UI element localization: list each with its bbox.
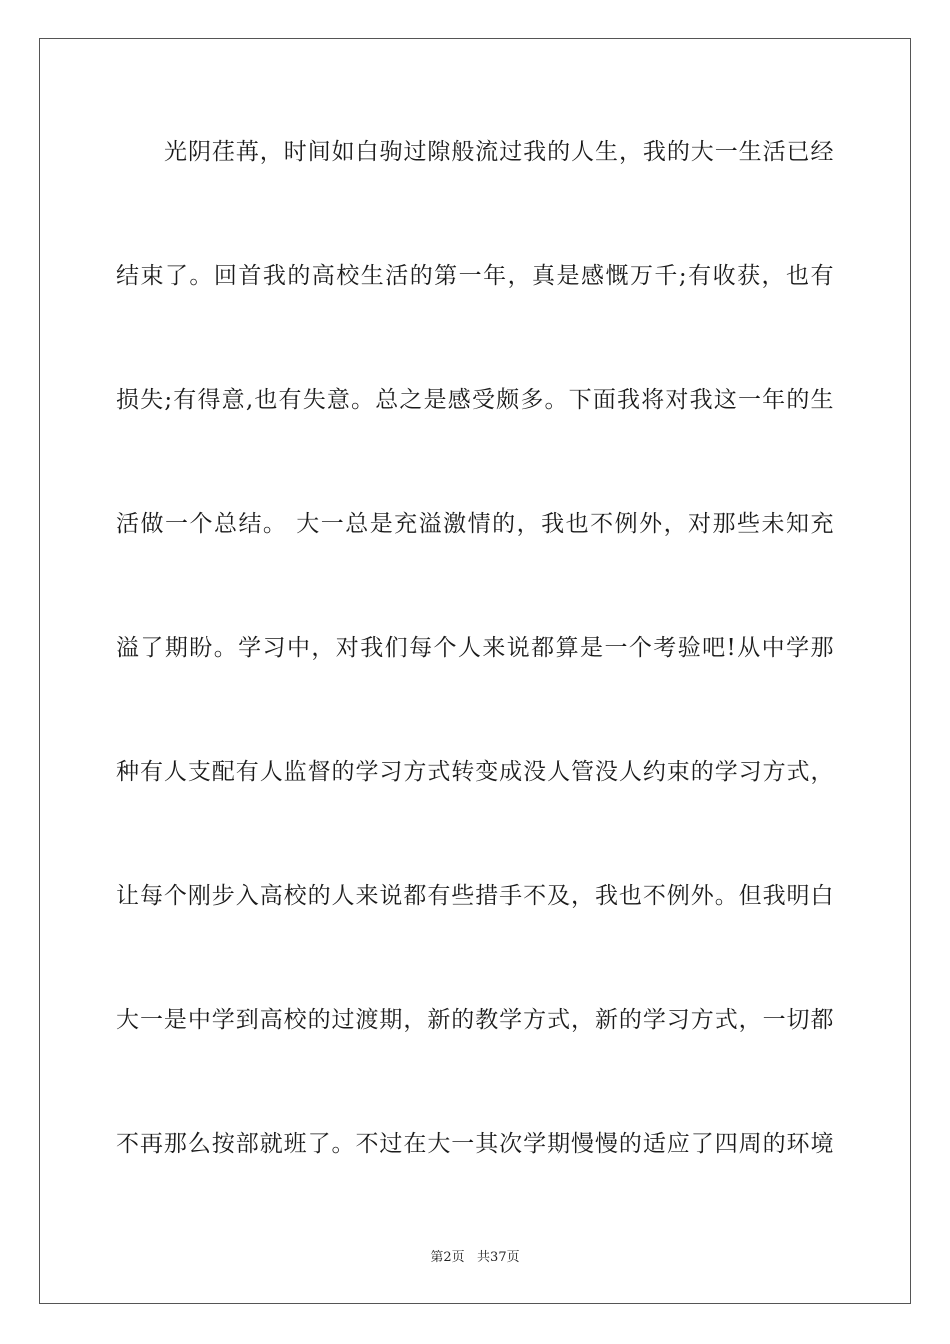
page-number: 第2页 共37页 xyxy=(430,1250,520,1265)
text-line: 让每个刚步入高校的人来说都有些措手不及，我也不例外。但我明白 xyxy=(116,883,834,909)
text-line: 种有人支配有人监督的学习方式转变成没人管没人约束的学习方式， xyxy=(116,759,834,785)
text-line: 结束了。回首我的高校生活的第一年，真是感慨万千;有收获，也有 xyxy=(116,263,834,289)
body-text xyxy=(116,122,834,1238)
text-line: 损失;有得意,也有失意。总之是感受颇多。下面我将对我这一年的生 xyxy=(116,387,834,413)
text-line: 不再那么按部就班了。不过在大一其次学期慢慢的适应了四周的环境 xyxy=(116,1131,834,1157)
text-line: 大一是中学到高校的过渡期，新的教学方式，新的学习方式，一切都 xyxy=(116,1007,834,1033)
text-line: 溢了期盼。学习中，对我们每个人来说都算是一个考验吧!从中学那 xyxy=(116,635,834,661)
text-line: 活做一个总结。 大一总是充溢激情的，我也不例外，对那些未知充 xyxy=(116,511,834,537)
text-line: 光阴荏苒，时间如白驹过隙般流过我的人生，我的大一生活已经 xyxy=(164,139,834,165)
